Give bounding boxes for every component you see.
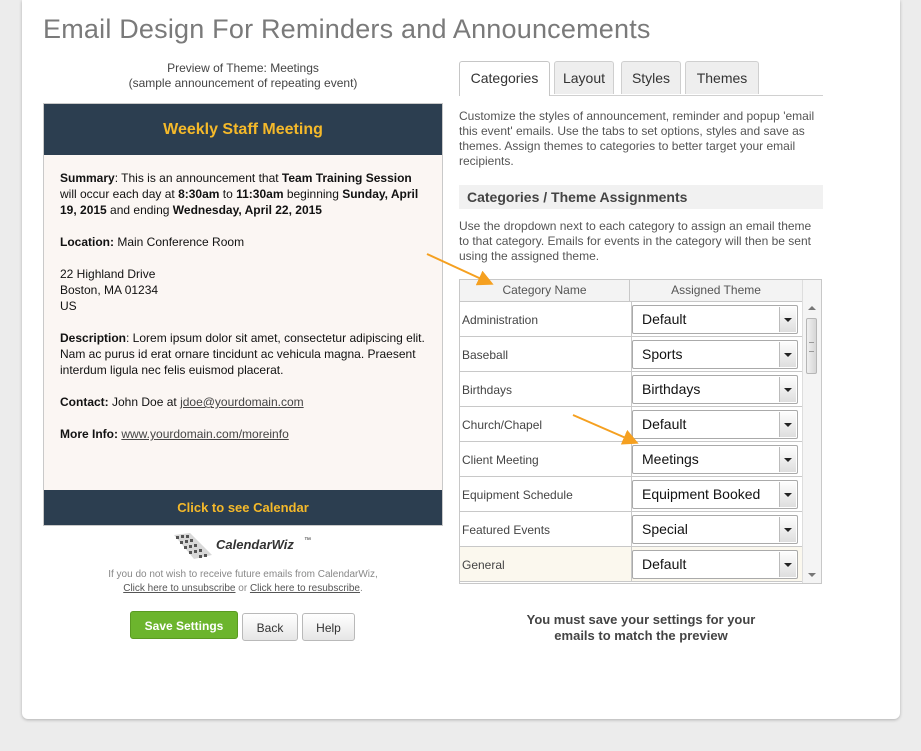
summary-text-4: beginning <box>283 187 343 201</box>
summary-start-time: 8:30am <box>178 187 220 201</box>
logo-trademark: ™ <box>304 537 311 544</box>
category-name: Administration <box>460 302 632 336</box>
more-info-label: More Info: <box>60 427 118 441</box>
unsubscribe-link[interactable]: Click here to unsubscribe <box>123 583 236 594</box>
summary-text-5: and ending <box>106 203 173 217</box>
email-header: Weekly Staff Meeting <box>44 104 442 155</box>
category-name: General <box>460 547 632 581</box>
save-settings-button[interactable]: Save Settings <box>130 611 238 639</box>
save-note-line-1: You must save your settings for your <box>526 612 756 627</box>
logo-text: CalendarWiz <box>216 537 294 552</box>
preview-caption-note: (sample announcement of repeating event) <box>128 76 358 90</box>
categories-intro: Customize the styles of announcement, reminder and popup 'email this event' emails. Use the tabs to set options, styles and save as themes. Assign themes to categories to better target your email recipients. <box>459 109 815 168</box>
column-header-category: Category Name <box>460 280 630 301</box>
unsubscribe-text: If you do not wish to receive future emails from CalendarWiz, <box>108 569 378 580</box>
contact-name: John Doe at <box>108 395 181 409</box>
tab-categories[interactable]: Categories <box>459 61 550 96</box>
theme-select-value: Meetings <box>642 451 699 467</box>
category-name: Featured Events <box>460 512 632 546</box>
contact-label: Contact: <box>60 395 109 409</box>
save-note-line-2: emails to match the preview <box>554 628 728 643</box>
category-name: Client Meeting <box>460 442 632 476</box>
section-title: Categories / Theme Assignments <box>459 185 823 209</box>
summary-text-3: to <box>219 187 237 201</box>
category-name: Birthdays <box>460 372 632 406</box>
description-label: Description <box>60 331 127 345</box>
theme-select-value: Special <box>642 521 688 537</box>
category-name: Baseball <box>460 337 632 371</box>
tab-styles[interactable]: Styles <box>621 61 681 94</box>
description-text: : Lorem ipsum dolor sit amet, consectetur adipiscing elit. Nam ac purus id erat ornare tincidunt ac vehicula magna. Praesent interdum ligula nec felis euismod placerat. <box>60 331 425 377</box>
summary-end-date: Wednesday, April 22, 2015 <box>172 203 322 217</box>
category-name: Church/Chapel <box>460 407 632 441</box>
location-value: Main Conference Room <box>114 235 245 249</box>
tab-layout[interactable]: Layout <box>554 61 614 94</box>
location-label: Location: <box>60 235 114 249</box>
summary-text-2: will occur each day at <box>60 187 179 201</box>
address-line-2: Boston, MA 01234 <box>60 283 159 297</box>
arrow-to-meetings-select-icon <box>573 415 635 442</box>
theme-select-value: Sports <box>642 346 683 362</box>
address-line-3: US <box>60 299 77 313</box>
summary-start-date: Sunday, April 19, 2015 <box>60 187 419 217</box>
categories-instructions: Use the dropdown next to each category to assign an email theme to that category. Emails for events in the category will then be sent using the assigned theme. <box>459 219 812 263</box>
resubscribe-link[interactable]: Click here to resubscribe <box>249 583 360 594</box>
summary-event: Team Training Session <box>281 171 412 185</box>
summary-label: Summary <box>60 171 115 185</box>
category-name: Equipment Schedule <box>460 477 632 511</box>
more-info-link[interactable]: www.yourdomain.com/moreinfo <box>121 427 289 441</box>
help-button[interactable]: Help <box>302 613 355 641</box>
theme-select-value: Default <box>642 311 687 327</box>
summary-end-time: 11:30am <box>236 187 284 201</box>
column-header-theme: Assigned Theme <box>630 280 803 301</box>
arrow-to-category-header-icon <box>427 254 490 283</box>
page-title: Email Design For Reminders and Announcements <box>43 14 651 44</box>
preview-caption-theme: Preview of Theme: Meetings <box>167 61 319 75</box>
theme-select-value: Equipment Booked <box>642 486 761 502</box>
unsubscribe-period: . <box>360 583 363 594</box>
theme-select-value: Default <box>642 556 687 572</box>
unsubscribe-or: or <box>235 583 250 594</box>
contact-email-link[interactable]: jdoe@yourdomain.com <box>180 395 304 409</box>
address-line-1: 22 Highland Drive <box>60 267 156 281</box>
calendar-link-footer[interactable]: Click to see Calendar <box>44 490 442 525</box>
tab-themes[interactable]: Themes <box>685 61 759 94</box>
back-button[interactable]: Back <box>242 613 298 641</box>
theme-select-value: Default <box>642 416 687 432</box>
summary-text-1: : This is an announcement that <box>114 171 282 185</box>
theme-select-value: Birthdays <box>642 381 701 397</box>
